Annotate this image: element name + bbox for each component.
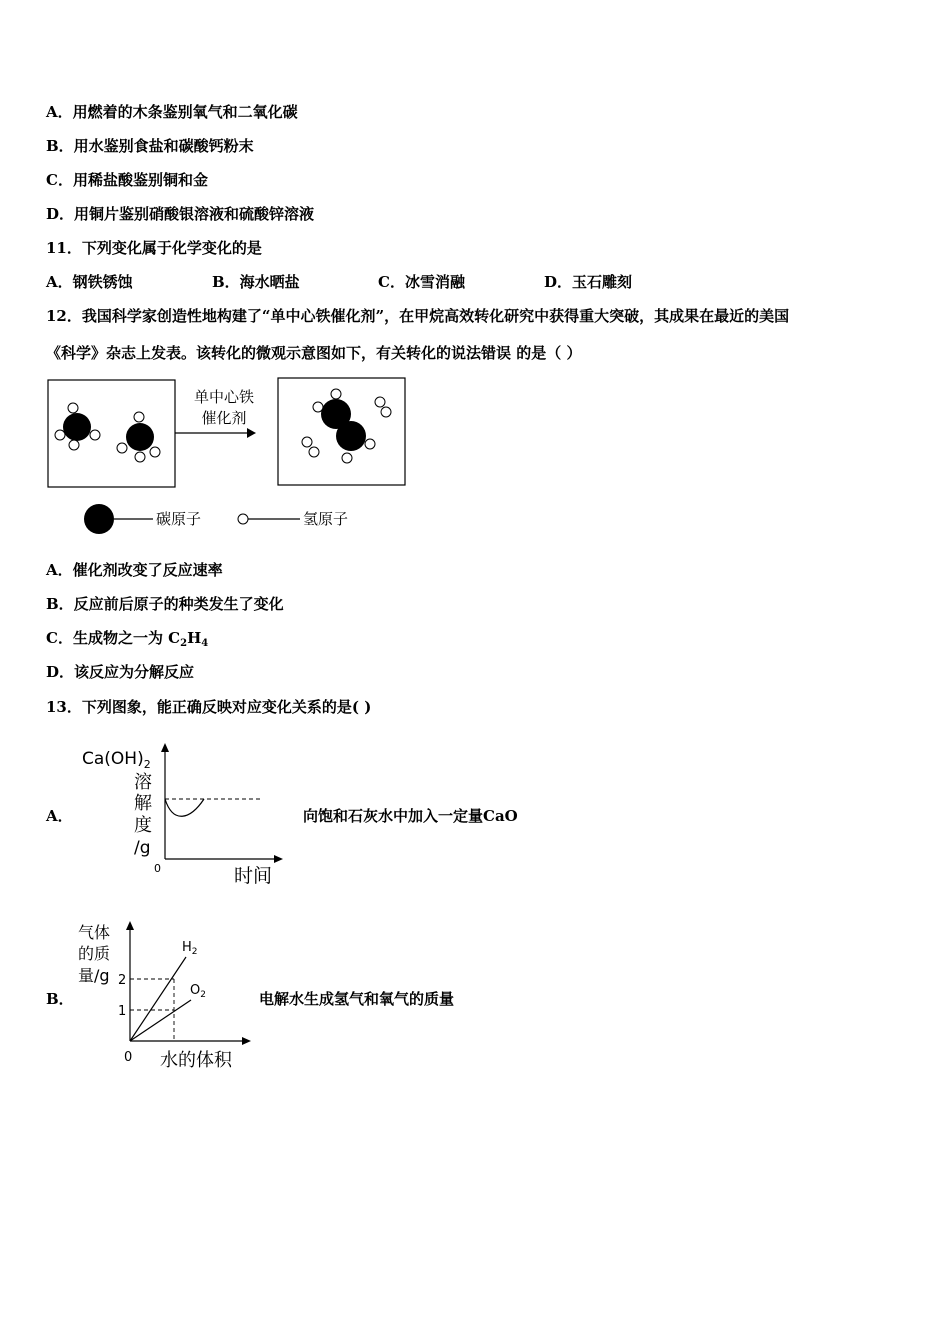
q13-a-ylabel-3: 度 bbox=[134, 815, 152, 836]
q12-option-d: D．该反应为分解反应 bbox=[46, 663, 195, 681]
q13-a-ylabel-4: /g bbox=[134, 838, 151, 858]
q10-option-d: D．用铜片鉴别硝酸银溶液和硫酸锌溶液 bbox=[46, 205, 315, 223]
q12-stem-line1: 12．我国科学家创造性地构建了“单中心铁催化剂”，在甲烷高效转化研究中获得重大突破，其成果在最近的美国 bbox=[46, 307, 790, 325]
q13-a-y-arrow-icon bbox=[161, 743, 169, 752]
legend-hydrogen-label: 氢原子 bbox=[303, 510, 349, 528]
q13-b-y-arrow-icon bbox=[126, 921, 134, 930]
q13-b-o2-line bbox=[130, 1000, 191, 1041]
q13-a-ylabel-top: $Ca(OH)_2$ bbox=[82, 749, 151, 771]
q13-a-origin: 0 bbox=[154, 862, 161, 875]
q11-option-a: A．钢铁锈蚀 bbox=[46, 273, 133, 291]
q13-b-xlabel: 水的体积 bbox=[160, 1050, 232, 1071]
q12-reaction-diagram bbox=[44, 372, 414, 536]
q13-b-label: B． bbox=[46, 990, 74, 1008]
q12-option-b: B．反应前后原子的种类发生了变化 bbox=[46, 595, 284, 613]
q11-options bbox=[46, 272, 632, 292]
q10-option-b: B．用水鉴别食盐和碳酸钙粉末 bbox=[46, 137, 254, 155]
q13-b-tick-1: 1 bbox=[118, 1004, 127, 1019]
q13-b-tick-2: 2 bbox=[118, 973, 127, 988]
q13-a-ylabel-1: 溶 bbox=[134, 772, 152, 793]
legend-carbon bbox=[84, 504, 201, 534]
q12-option-a: A．催化剂改变了反应速率 bbox=[46, 561, 223, 579]
q13-a-graph bbox=[78, 740, 288, 888]
q11-stem: 11．下列变化属于化学变化的是 bbox=[46, 239, 262, 257]
q13-a-label: A． bbox=[46, 807, 73, 825]
q13-b-graph bbox=[74, 914, 254, 1076]
q13-stem: 13．下列图象，能正确反映对应变化关系的是( ) bbox=[46, 698, 372, 716]
catalyst-label-1: 单中心铁 bbox=[193, 388, 255, 406]
q13-b-h2-line bbox=[130, 957, 186, 1041]
q13-a-x-arrow-icon bbox=[274, 855, 283, 863]
q13-a-desc: 向饱和石灰水中加入一定量CaO bbox=[303, 807, 518, 825]
q12-option-c: C．生成物之一为 $C_2H_4$ bbox=[46, 629, 209, 649]
q13-a-ylabel-2: 解 bbox=[134, 793, 152, 814]
q12-stem-line2: 《科学》杂志上发表。该转化的微观示意图如下，有关转化的说法错误 的是（ ） bbox=[46, 344, 582, 362]
q11-option-c: C．冰雪消融 bbox=[378, 273, 465, 291]
q13-b-origin: 0 bbox=[124, 1050, 133, 1065]
q13-b-h2-label: $H_2$ bbox=[182, 940, 198, 957]
q13-a-curve bbox=[165, 799, 204, 816]
q13-b-x-arrow-icon bbox=[242, 1037, 251, 1045]
q11-option-d: D．玉石雕刻 bbox=[544, 273, 633, 291]
q11-option-b: B．海水晒盐 bbox=[212, 273, 300, 291]
q13-b-ylabel-1: 气体 bbox=[78, 923, 111, 942]
q13-b-desc: 电解水生成氢气和氧气的质量 bbox=[259, 990, 455, 1008]
q13-a-xlabel: 时间 bbox=[234, 865, 273, 887]
legend-carbon-label: 碳原子 bbox=[156, 510, 202, 528]
q10-option-a: A．用燃着的木条鉴别氧气和二氧化碳 bbox=[46, 103, 298, 121]
q13-b-ylabel-3: 量/g bbox=[78, 966, 110, 985]
arrow-head-icon bbox=[247, 428, 256, 438]
q13-b-ylabel-2: 的质 bbox=[78, 944, 111, 963]
q13-b-o2-label: $O_2$ bbox=[190, 983, 206, 1000]
q10-option-c: C．用稀盐酸鉴别铜和金 bbox=[46, 171, 208, 189]
catalyst-label-2: 催化剂 bbox=[201, 409, 247, 427]
legend-hydrogen bbox=[238, 510, 348, 528]
